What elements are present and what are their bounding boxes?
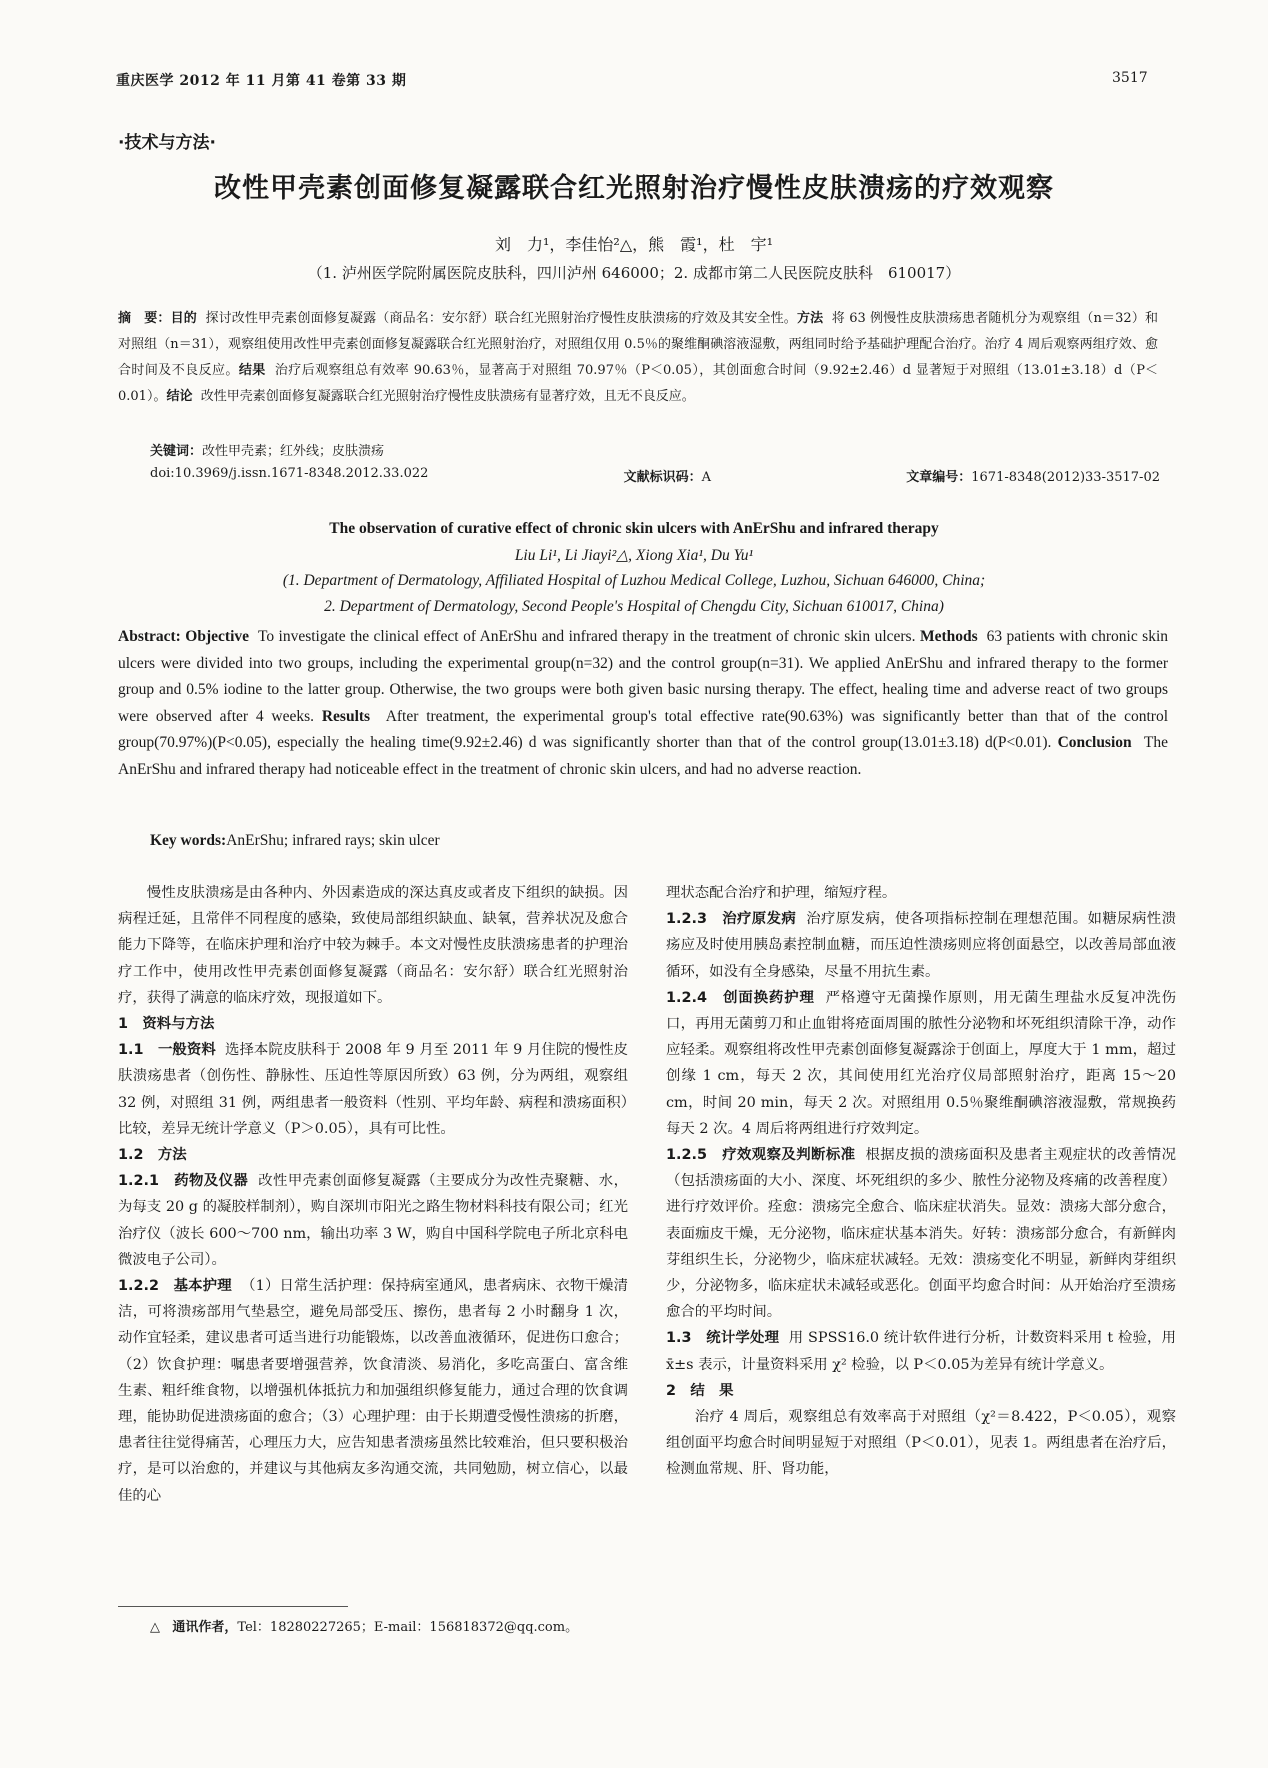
section-1-2-2 [118, 1273, 628, 1509]
english-authors: Liu Li¹, Li Jiayi²△, Xiong Xia¹, Du Yu¹ [514, 547, 754, 564]
en-conclusion: The AnErShu and infrared therapy had noticeable effect in the treatment of chronic skin ulcers, and had no adverse reaction. [118, 734, 1169, 778]
section-1-2-2-label: 1.2.2 基本护理 [118, 1278, 232, 1295]
section-1-2-4-text: 严格遵守无菌操作原则，用无菌生理盐水反复冲洗伤口，再用无菌剪刀和止血钳将疮面周围的脓性分泌物和坏死组织清除干净，动作应轻柔。观察组将改性甲壳素创面修复凝露涂于创面上，厚度大于 1 mm，超过创缘 1 cm，每天 2 次，其间使用红光治疗仪局部照射治疗，距离 15～20 cm，时间 20 min，每天 2 次。对照组用 0.5％聚维酮碘溶液湿敷，常规换药每天 2 次。4 周后将两组进行疗效判定。 [666, 989, 1176, 1137]
article-number-value: 1671-8348(2012)33-3517-02 [971, 470, 1160, 485]
article-title: 改性甲壳素创面修复凝露联合红光照射治疗慢性皮肤溃疡的疗效观察 [214, 173, 1054, 204]
methods-label: 方法 [796, 311, 824, 326]
running-head: 重庆医学 2012 年 11 月第 41 卷第 33 期 [116, 73, 407, 89]
objective-label: 目的 [170, 311, 197, 326]
en-keywords-text: AnErShu; infrared rays; skin ulcer [226, 832, 440, 849]
keywords-text: 改性甲壳素；红外线；皮肤溃疡 [202, 444, 385, 459]
footnote-symbol: △ [150, 1620, 160, 1635]
abstract-english [118, 624, 1168, 783]
section-2-heading: 2 结 果 [666, 1382, 734, 1399]
continued-paragraph: 理状态配合治疗和护理，缩短疗程。 [666, 885, 897, 901]
article-meta [150, 466, 1160, 485]
section-1-3 [666, 1325, 1176, 1377]
footnote [150, 1616, 578, 1635]
body-column-right [666, 880, 1176, 1483]
objective-text: 探讨改性甲壳素创面修复凝露（商品名：安尔舒）联合红光照射治疗慢性皮肤溃疡的疗效及其安全性。 [205, 311, 797, 326]
doi: doi:10.3969/j.issn.1671-8348.2012.33.022 [150, 466, 429, 481]
conclusion-label: 结论 [166, 389, 193, 404]
conclusion-text: 改性甲壳素创面修复凝露联合红光照射治疗慢性皮肤溃疡有显著疗效，且无不良反应。 [200, 389, 695, 404]
section-1-2-3 [666, 906, 1176, 985]
section-1-2-heading: 1.2 方法 [118, 1147, 187, 1164]
authors: 刘 力¹，李佳怡²△，熊 霞¹，杜 宇¹ [495, 235, 773, 254]
article-number-label: 文章编号： [906, 470, 972, 485]
column-label: ·技术与方法· [118, 133, 216, 153]
doc-code-value: A [701, 470, 712, 485]
en-objective: To investigate the clinical effect of AnErShu and infrared therapy in the treatment of chronic skin ulcers. [257, 628, 916, 645]
section-1-2-1-text: 改性甲壳素创面修复凝露（主要成分为改性壳聚糖、水，为每支 20 g 的凝胶样制剂），购自深圳市阳光之路生物材料科技有限公司；红光治疗仪（波长 600～700 nm，输出功率 3 W，购自中国科学院电子所北京科电微波电子公司）。 [118, 1173, 628, 1268]
section-1-heading: 1 资料与方法 [118, 1016, 215, 1033]
en-keywords-label: Key words: [150, 832, 227, 849]
section-1-1 [118, 1037, 628, 1142]
results-label: 结果 [238, 363, 266, 378]
doc-code-label: 文献标识码： [623, 470, 702, 485]
section-1-2-1 [118, 1168, 628, 1273]
section-1-2-1-label: 1.2.1 药物及仪器 [118, 1173, 249, 1190]
keywords-chinese [150, 440, 384, 459]
section-1-1-text: 选择本院皮肤科于 2008 年 9 月至 2011 年 9 月住院的慢性皮肤溃疡患者（创伤性、静脉性、压迫性等原因所致）63 例，分为两组，观察组 32 例，对照组 31 例，两组患者一般资料（性别、平均年龄、病程和溃疡面积）比较，差异无统计学意义（P＞0.05），具有可比性。 [118, 1042, 629, 1137]
section-1-2-3-text: 治疗原发病，使各项指标控制在理想范围。如糖尿病性溃疡应及时使用胰岛素控制血糖，而压迫性溃疡则应将创面悬空，以改善局部血液循环，如没有全身感染，尽量不用抗生素。 [666, 911, 1176, 980]
results-text: 治疗后观察组总有效率 90.63％，显著高于对照组 70.97％（P＜0.05），其创面愈合时间（9.92±2.46）d 显著短于对照组（13.01±3.18）d（P＜0.01）。 [118, 363, 1158, 404]
article-number [906, 466, 1160, 485]
en-results-label: Results [321, 707, 371, 725]
footnote-divider [118, 1606, 348, 1607]
en-results: After treatment, the experimental group's total effective rate(90.63%) was significantly better than that of the control group(70.97%)(P<0.05), especially the healing time(9.92±2.46) d was significantly shorter than that of the control group(13.01±3.18) d(P<0.01). [118, 707, 1169, 751]
doc-code [624, 466, 711, 485]
abstract-chinese [118, 306, 1158, 410]
section-1-2-2-text: （1）日常生活护理：保持病室通风，患者病床、衣物干燥清洁，可将溃疡部用气垫悬空，避免局部受压、擦伤，患者每 2 小时翻身 1 次，动作宜轻柔，建议患者可适当进行功能锻炼，以改善血液循环，促进伤口愈合；（2）饮食护理：嘱患者要增强营养，饮食清淡、易消化，多吃高蛋白、富含维生素、粗纤维食物，以增强机体抵抗力和加强组织修复能力，通过合理的饮食调理，能协助促进溃疡面的愈合；（3）心理护理：由于长期遭受慢性溃疡的折磨，患者往往觉得痛苦，心理压力大，应告知患者溃疡虽然比较难治，但只要积极治疗，是可以治愈的，并建议与其他病友多沟通交流，共同勉励，树立信心，以最佳的心 [118, 1278, 628, 1504]
section-1-2-4-label: 1.2.4 创面换药护理 [666, 989, 815, 1006]
methods-text: 将 63 例慢性皮肤溃疡患者随机分为观察组（n＝32）和对照组（n＝31），观察组使用改性甲壳素创面修复凝露联合红光照射治疗，对照组仅用 0.5％的聚维酮碘溶液湿敷，两组同时给予基础护理配合治疗。治疗 4 周后观察两组疗效、愈合时间及不良反应。 [118, 311, 1158, 378]
english-affiliation-1: (1. Department of Dermatology, Affiliated Hospital of Luzhou Medical College, Luzhou, Sichuan 646000, China; [282, 572, 986, 589]
footnote-text: Tel：18280227265；E-mail：156818372@qq.com。 [237, 1620, 579, 1635]
english-affiliation-2: 2. Department of Dermatology, Second People's Hospital of Chengdu City, Sichuan 610017, China) [324, 598, 944, 615]
footnote-label: 通讯作者， [172, 1620, 238, 1635]
section-1-1-label: 1.1 一般资料 [118, 1042, 216, 1059]
keywords-label: 关键词： [150, 444, 203, 459]
section-1-2-3-label: 1.2.3 治疗原发病 [666, 911, 797, 928]
en-conclusion-label: Conclusion [1057, 734, 1132, 751]
body-column-left [118, 880, 628, 1509]
section-1-2-5-label: 1.2.5 疗效观察及判断标准 [666, 1147, 856, 1164]
intro-paragraph: 慢性皮肤溃疡是由各种内、外因素造成的深达真皮或者皮下组织的缺损。因病程迁延，且常伴不同程度的感染，致使局部组织缺血、缺氧，营养状况及愈合能力下降等，在临床护理和治疗中较为棘手。本文对慢性皮肤溃疡患者的护理治疗工作中，使用改性甲壳素创面修复凝露（商品名：安尔舒）联合红光照射治疗，获得了满意的临床疗效，现报道如下。 [118, 885, 628, 1006]
keywords-english [150, 832, 440, 850]
section-1-2-5 [666, 1142, 1176, 1325]
section-2-text: 治疗 4 周后，观察组总有效率高于对照组（χ²＝8.422，P＜0.05），观察组创面平均愈合时间明显短于对照组（P＜0.01），见表 1。两组患者在治疗后，检测血常规、肝、肾功能， [666, 1409, 1176, 1478]
english-title: The observation of curative effect of chronic skin ulcers with AnErShu and infrared therapy [329, 520, 939, 537]
en-methods: 63 patients with chronic skin ulcers were divided into two groups, including the experimental group(n=32) and the control group(n=31). We applied AnErShu and infrared therapy to the former group and 0.5% iodine to the latter group. Otherwise, the two groups were both given basic nursing therapy. The effect, healing time and adverse react of two groups were observed after 4 weeks. [118, 628, 1169, 725]
abstract-label: 摘 要： [118, 311, 171, 326]
en-abstract-label: Abstract: Objective [118, 628, 249, 645]
page-number: 3517 [1112, 70, 1148, 86]
en-methods-label: Methods [919, 628, 978, 645]
section-1-2-5-text: 根据皮损的溃疡面积及患者主观症状的改善情况（包括溃疡面的大小、深度、坏死组织的多少、脓性分泌物及疼痛的改善程度）进行疗效评价。痊愈：溃疡完全愈合、临床症状消失。显效：溃疡大部分愈合，表面痂皮干燥，无分泌物，临床症状基本消失。好转：溃疡部分愈合，有新鲜肉芽组织生长，分泌物少，临床症状减轻。无效：溃疡变化不明显，新鲜肉芽组织少，分泌物多，临床症状未减轻或恶化。创面平均愈合时间：从开始治疗至溃疡愈合的平均时间。 [666, 1147, 1176, 1321]
section-1-3-text: 用 SPSS16.0 统计软件进行分析，计数资料采用 t 检验，用 x̄±s 表示，计量资料采用 χ² 检验，以 P＜0.05为差异有统计学意义。 [666, 1330, 1176, 1373]
affiliation: （1. 泸州医学院附属医院皮肤科，四川泸州 646000；2. 成都市第二人民医院皮肤科 610017） [307, 264, 961, 282]
section-1-2-4 [666, 985, 1176, 1142]
section-1-3-label: 1.3 统计学处理 [666, 1330, 780, 1347]
